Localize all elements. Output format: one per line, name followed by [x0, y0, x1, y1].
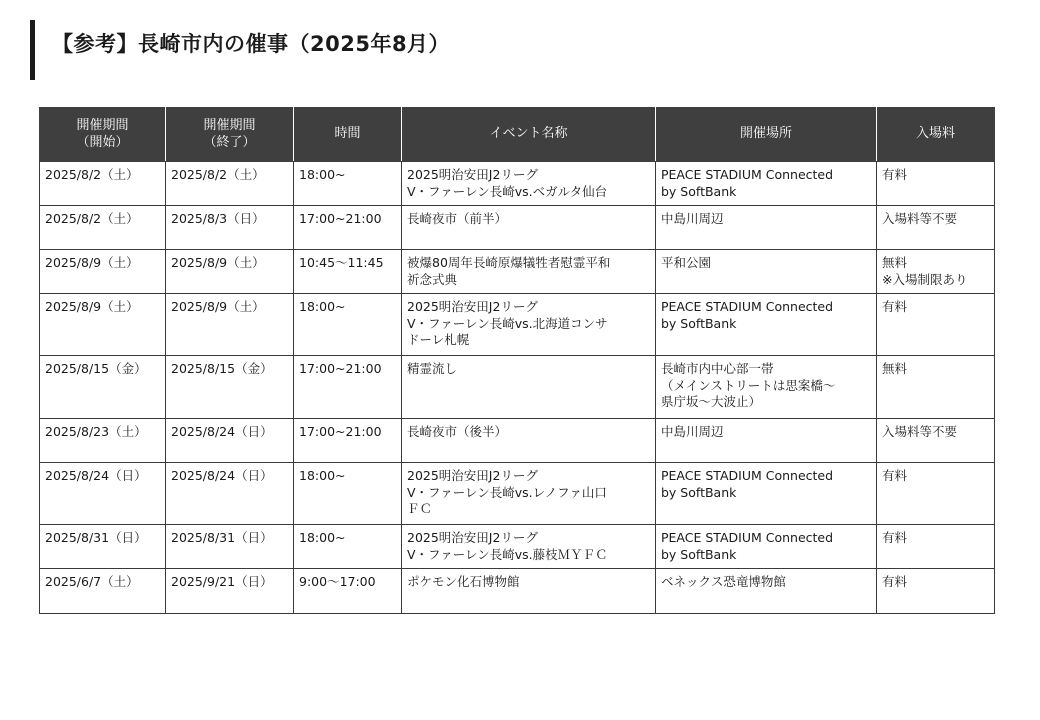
- table-row: [40, 162, 995, 206]
- cell-start-date: 2025/8/9（土）: [40, 250, 166, 294]
- cell-event-name: 長崎夜市（前半）: [402, 206, 656, 250]
- cell-start-date: 2025/8/23（土）: [40, 419, 166, 463]
- cell-end-date: 2025/9/21（日）: [166, 569, 294, 614]
- cell-event-name: 2025明治安田J2リーグ V・ファーレン長崎vs.藤枝ＭＹＦＣ: [402, 525, 656, 569]
- cell-time: 10:45～11:45: [294, 250, 402, 294]
- cell-venue: 長崎市内中心部一帯 （メインストリートは思案橋～ 県庁坂～大波止）: [656, 356, 877, 419]
- cell-end-date: 2025/8/3（日）: [166, 206, 294, 250]
- header-venue: 開催場所: [656, 108, 877, 162]
- cell-venue: PEACE STADIUM Connected by SoftBank: [656, 463, 877, 525]
- cell-event-name: 2025明治安田J2リーグ V・ファーレン長崎vs.北海道コンサ ドーレ札幌: [402, 294, 656, 356]
- cell-end-date: 2025/8/15（金）: [166, 356, 294, 419]
- table-row: [40, 419, 995, 463]
- cell-event-name: 2025明治安田J2リーグ V・ファーレン長崎vs.ベガルタ仙台: [402, 162, 656, 206]
- cell-venue: 平和公園: [656, 250, 877, 294]
- table-header-row: [40, 108, 995, 162]
- cell-start-date: 2025/8/15（金）: [40, 356, 166, 419]
- cell-admission: 有料: [877, 294, 995, 356]
- cell-admission: 有料: [877, 162, 995, 206]
- cell-event-name: 精霊流し: [402, 356, 656, 419]
- cell-end-date: 2025/8/24（日）: [166, 463, 294, 525]
- cell-start-date: 2025/8/9（土）: [40, 294, 166, 356]
- header-end-date: 開催期間 （終了）: [166, 108, 294, 162]
- header-admission: 入場料: [877, 108, 995, 162]
- header-event-name: イベント名称: [402, 108, 656, 162]
- cell-start-date: 2025/8/31（日）: [40, 525, 166, 569]
- events-table: [39, 107, 995, 614]
- cell-start-date: 2025/6/7（土）: [40, 569, 166, 614]
- cell-venue: PEACE STADIUM Connected by SoftBank: [656, 294, 877, 356]
- cell-start-date: 2025/8/24（日）: [40, 463, 166, 525]
- cell-event-name: 被爆80周年長崎原爆犠牲者慰霊平和 祈念式典: [402, 250, 656, 294]
- cell-venue: 中島川周辺: [656, 419, 877, 463]
- cell-admission: 入場料等不要: [877, 419, 995, 463]
- cell-time: 17:00~21:00: [294, 356, 402, 419]
- table-row: [40, 294, 995, 356]
- cell-venue: 中島川周辺: [656, 206, 877, 250]
- header-time: 時間: [294, 108, 402, 162]
- cell-admission: 有料: [877, 525, 995, 569]
- cell-event-name: ポケモン化石博物館: [402, 569, 656, 614]
- cell-start-date: 2025/8/2（土）: [40, 162, 166, 206]
- cell-time: 17:00~21:00: [294, 206, 402, 250]
- cell-event-name: 2025明治安田J2リーグ V・ファーレン長崎vs.レノファ山口 ＦＣ: [402, 463, 656, 525]
- cell-event-name: 長崎夜市（後半）: [402, 419, 656, 463]
- table-row: [40, 463, 995, 525]
- cell-admission: 無料: [877, 356, 995, 419]
- table-row: [40, 525, 995, 569]
- cell-end-date: 2025/8/24（日）: [166, 419, 294, 463]
- cell-end-date: 2025/8/9（土）: [166, 294, 294, 356]
- table-row: [40, 569, 995, 614]
- cell-venue: PEACE STADIUM Connected by SoftBank: [656, 162, 877, 206]
- cell-time: 17:00~21:00: [294, 419, 402, 463]
- cell-admission: 無料 ※入場制限あり: [877, 250, 995, 294]
- cell-time: 18:00~: [294, 525, 402, 569]
- cell-end-date: 2025/8/9（土）: [166, 250, 294, 294]
- cell-time: 9:00～17:00: [294, 569, 402, 614]
- cell-time: 18:00~: [294, 463, 402, 525]
- cell-venue: ベネックス恐竜博物館: [656, 569, 877, 614]
- table-row: [40, 250, 995, 294]
- page-title: 【参考】長崎市内の催事（2025年8月）: [52, 32, 451, 56]
- cell-end-date: 2025/8/31（日）: [166, 525, 294, 569]
- cell-admission: 有料: [877, 569, 995, 614]
- table-row: [40, 206, 995, 250]
- cell-time: 18:00~: [294, 162, 402, 206]
- cell-admission: 入場料等不要: [877, 206, 995, 250]
- table-row: [40, 356, 995, 419]
- cell-admission: 有料: [877, 463, 995, 525]
- cell-end-date: 2025/8/2（土）: [166, 162, 294, 206]
- cell-time: 18:00~: [294, 294, 402, 356]
- cell-start-date: 2025/8/2（土）: [40, 206, 166, 250]
- title-accent-bar: [30, 20, 35, 80]
- header-start-date: 開催期間 （開始）: [40, 108, 166, 162]
- cell-venue: PEACE STADIUM Connected by SoftBank: [656, 525, 877, 569]
